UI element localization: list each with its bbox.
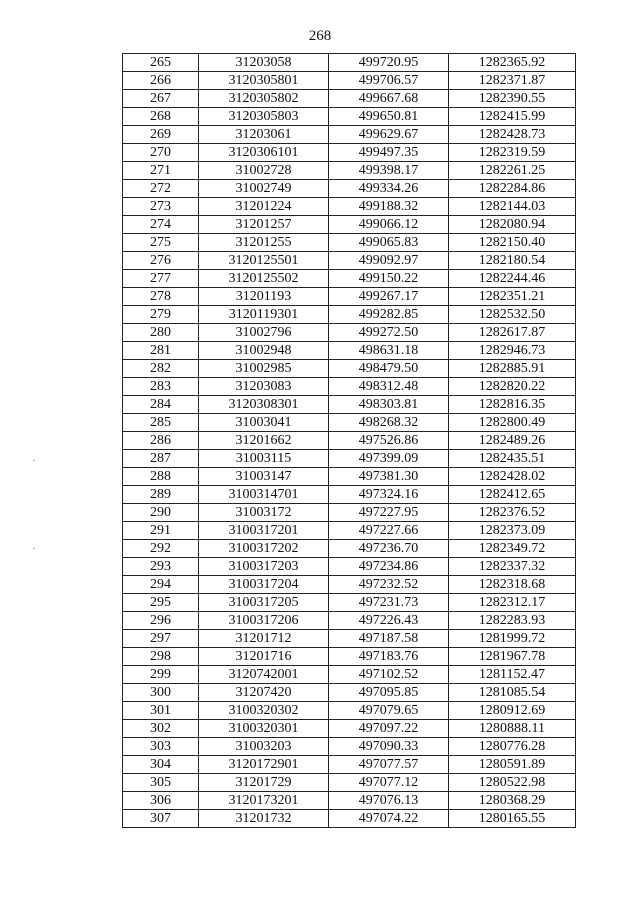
x-coordinate-cell: 497102.52 — [329, 666, 449, 684]
point-code-cell: 3100320301 — [199, 720, 329, 738]
x-coordinate-cell: 499334.26 — [329, 180, 449, 198]
point-code-cell: 31003041 — [199, 414, 329, 432]
x-coordinate-cell: 499706.57 — [329, 72, 449, 90]
point-number-cell: 306 — [123, 792, 199, 810]
y-coordinate-cell: 1282319.59 — [449, 144, 576, 162]
point-code-cell: 31003115 — [199, 450, 329, 468]
point-code-cell: 31201193 — [199, 288, 329, 306]
table-row — [123, 414, 576, 432]
table-row — [123, 450, 576, 468]
point-code-cell: 3100314701 — [199, 486, 329, 504]
x-coordinate-cell: 499497.35 — [329, 144, 449, 162]
y-coordinate-cell: 1282415.99 — [449, 108, 576, 126]
table-row — [123, 324, 576, 342]
table-row — [123, 378, 576, 396]
y-coordinate-cell: 1282820.22 — [449, 378, 576, 396]
point-number-cell: 270 — [123, 144, 199, 162]
point-number-cell: 277 — [123, 270, 199, 288]
x-coordinate-cell: 497074.22 — [329, 810, 449, 828]
point-number-cell: 290 — [123, 504, 199, 522]
table-row — [123, 216, 576, 234]
point-number-cell: 297 — [123, 630, 199, 648]
y-coordinate-cell: 1282489.26 — [449, 432, 576, 450]
y-coordinate-cell: 1282412.65 — [449, 486, 576, 504]
table-row — [123, 630, 576, 648]
point-number-cell: 272 — [123, 180, 199, 198]
x-coordinate-cell: 498631.18 — [329, 342, 449, 360]
x-coordinate-cell: 497097.22 — [329, 720, 449, 738]
y-coordinate-cell: 1280776.28 — [449, 738, 576, 756]
y-coordinate-cell: 1282373.09 — [449, 522, 576, 540]
table-row — [123, 234, 576, 252]
page-number: 268 — [308, 28, 332, 44]
table-row — [123, 252, 576, 270]
x-coordinate-cell: 499720.95 — [329, 54, 449, 72]
x-coordinate-cell: 497324.16 — [329, 486, 449, 504]
x-coordinate-cell: 497399.09 — [329, 450, 449, 468]
point-number-cell: 282 — [123, 360, 199, 378]
point-code-cell: 31203083 — [199, 378, 329, 396]
point-number-cell: 275 — [123, 234, 199, 252]
point-code-cell: 3120119301 — [199, 306, 329, 324]
point-code-cell: 31002985 — [199, 360, 329, 378]
table-row — [123, 468, 576, 486]
y-coordinate-cell: 1282885.91 — [449, 360, 576, 378]
table-row — [123, 162, 576, 180]
y-coordinate-cell: 1282946.73 — [449, 342, 576, 360]
point-number-cell: 276 — [123, 252, 199, 270]
x-coordinate-cell: 498268.32 — [329, 414, 449, 432]
table-row — [123, 738, 576, 756]
y-coordinate-cell: 1282428.73 — [449, 126, 576, 144]
table-row — [123, 810, 576, 828]
y-coordinate-cell: 1282532.50 — [449, 306, 576, 324]
point-code-cell: 3100317203 — [199, 558, 329, 576]
x-coordinate-cell: 497226.43 — [329, 612, 449, 630]
x-coordinate-cell: 498312.48 — [329, 378, 449, 396]
table-row — [123, 504, 576, 522]
y-coordinate-cell: 1282284.86 — [449, 180, 576, 198]
table-row — [123, 396, 576, 414]
table-row — [123, 558, 576, 576]
point-number-cell: 307 — [123, 810, 199, 828]
point-number-cell: 302 — [123, 720, 199, 738]
point-code-cell: 3120306101 — [199, 144, 329, 162]
point-code-cell: 31003203 — [199, 738, 329, 756]
x-coordinate-cell: 497095.85 — [329, 684, 449, 702]
point-code-cell: 3100317205 — [199, 594, 329, 612]
point-code-cell: 31003147 — [199, 468, 329, 486]
point-number-cell: 279 — [123, 306, 199, 324]
y-coordinate-cell: 1280912.69 — [449, 702, 576, 720]
x-coordinate-cell: 499267.17 — [329, 288, 449, 306]
x-coordinate-cell: 497187.58 — [329, 630, 449, 648]
point-number-cell: 267 — [123, 90, 199, 108]
point-number-cell: 301 — [123, 702, 199, 720]
point-code-cell: 31201257 — [199, 216, 329, 234]
table-row — [123, 612, 576, 630]
table-row — [123, 702, 576, 720]
point-number-cell: 280 — [123, 324, 199, 342]
table-row — [123, 306, 576, 324]
x-coordinate-cell: 499150.22 — [329, 270, 449, 288]
point-number-cell: 284 — [123, 396, 199, 414]
y-coordinate-cell: 1280165.55 — [449, 810, 576, 828]
x-coordinate-cell: 497231.73 — [329, 594, 449, 612]
point-code-cell: 3120305801 — [199, 72, 329, 90]
point-code-cell: 31201662 — [199, 432, 329, 450]
point-number-cell: 281 — [123, 342, 199, 360]
x-coordinate-cell: 499272.50 — [329, 324, 449, 342]
y-coordinate-cell: 1282337.32 — [449, 558, 576, 576]
x-coordinate-cell: 497090.33 — [329, 738, 449, 756]
point-code-cell: 31003172 — [199, 504, 329, 522]
margin-mark: . — [33, 541, 36, 552]
point-number-cell: 268 — [123, 108, 199, 126]
point-number-cell: 305 — [123, 774, 199, 792]
point-code-cell: 3100317204 — [199, 576, 329, 594]
point-code-cell: 3120172901 — [199, 756, 329, 774]
table-row — [123, 720, 576, 738]
point-number-cell: 303 — [123, 738, 199, 756]
point-number-cell: 292 — [123, 540, 199, 558]
table-row — [123, 90, 576, 108]
table-row — [123, 792, 576, 810]
point-code-cell: 3120305802 — [199, 90, 329, 108]
point-code-cell: 31201224 — [199, 198, 329, 216]
table-row — [123, 54, 576, 72]
x-coordinate-cell: 498479.50 — [329, 360, 449, 378]
y-coordinate-cell: 1282180.54 — [449, 252, 576, 270]
y-coordinate-cell: 1282351.21 — [449, 288, 576, 306]
y-coordinate-cell: 1282261.25 — [449, 162, 576, 180]
table-row — [123, 522, 576, 540]
x-coordinate-cell: 497077.57 — [329, 756, 449, 774]
point-number-cell: 271 — [123, 162, 199, 180]
y-coordinate-cell: 1280368.29 — [449, 792, 576, 810]
point-code-cell: 3120742001 — [199, 666, 329, 684]
point-code-cell: 3100317206 — [199, 612, 329, 630]
x-coordinate-cell: 499092.97 — [329, 252, 449, 270]
table-row — [123, 144, 576, 162]
table-row — [123, 756, 576, 774]
y-coordinate-cell: 1280522.98 — [449, 774, 576, 792]
point-code-cell: 31203061 — [199, 126, 329, 144]
y-coordinate-cell: 1281152.47 — [449, 666, 576, 684]
y-coordinate-cell: 1281085.54 — [449, 684, 576, 702]
y-coordinate-cell: 1282080.94 — [449, 216, 576, 234]
point-code-cell: 31201716 — [199, 648, 329, 666]
table-row — [123, 774, 576, 792]
point-number-cell: 299 — [123, 666, 199, 684]
point-number-cell: 265 — [123, 54, 199, 72]
table-row — [123, 432, 576, 450]
point-number-cell: 287 — [123, 450, 199, 468]
table-row — [123, 342, 576, 360]
table-row — [123, 666, 576, 684]
x-coordinate-cell: 497381.30 — [329, 468, 449, 486]
x-coordinate-cell: 497236.70 — [329, 540, 449, 558]
point-code-cell: 3100320302 — [199, 702, 329, 720]
y-coordinate-cell: 1282150.40 — [449, 234, 576, 252]
x-coordinate-cell: 497079.65 — [329, 702, 449, 720]
y-coordinate-cell: 1282428.02 — [449, 468, 576, 486]
point-code-cell: 31201729 — [199, 774, 329, 792]
x-coordinate-cell: 498303.81 — [329, 396, 449, 414]
point-code-cell: 31201255 — [199, 234, 329, 252]
point-code-cell: 31002749 — [199, 180, 329, 198]
x-coordinate-cell: 497183.76 — [329, 648, 449, 666]
point-code-cell: 31201712 — [199, 630, 329, 648]
y-coordinate-cell: 1280888.11 — [449, 720, 576, 738]
margin-mark: . — [33, 453, 36, 464]
y-coordinate-cell: 1282800.49 — [449, 414, 576, 432]
x-coordinate-cell: 497227.66 — [329, 522, 449, 540]
y-coordinate-cell: 1281999.72 — [449, 630, 576, 648]
x-coordinate-cell: 499066.12 — [329, 216, 449, 234]
point-code-cell: 31201732 — [199, 810, 329, 828]
y-coordinate-cell: 1282283.93 — [449, 612, 576, 630]
point-number-cell: 300 — [123, 684, 199, 702]
point-code-cell: 3120125501 — [199, 252, 329, 270]
x-coordinate-cell: 497234.86 — [329, 558, 449, 576]
point-number-cell: 304 — [123, 756, 199, 774]
point-number-cell: 274 — [123, 216, 199, 234]
table-row — [123, 540, 576, 558]
y-coordinate-cell: 1282816.35 — [449, 396, 576, 414]
point-number-cell: 288 — [123, 468, 199, 486]
point-number-cell: 283 — [123, 378, 199, 396]
x-coordinate-cell: 497076.13 — [329, 792, 449, 810]
point-code-cell: 31002728 — [199, 162, 329, 180]
table-row — [123, 270, 576, 288]
coordinates-table — [122, 53, 576, 828]
table-row — [123, 594, 576, 612]
x-coordinate-cell: 499282.85 — [329, 306, 449, 324]
table-row — [123, 198, 576, 216]
y-coordinate-cell: 1282390.55 — [449, 90, 576, 108]
x-coordinate-cell: 497232.52 — [329, 576, 449, 594]
table-row — [123, 180, 576, 198]
point-code-cell: 31207420 — [199, 684, 329, 702]
y-coordinate-cell: 1282617.87 — [449, 324, 576, 342]
point-code-cell: 3100317201 — [199, 522, 329, 540]
point-code-cell: 3120125502 — [199, 270, 329, 288]
x-coordinate-cell: 499650.81 — [329, 108, 449, 126]
x-coordinate-cell: 497077.12 — [329, 774, 449, 792]
x-coordinate-cell: 499629.67 — [329, 126, 449, 144]
point-number-cell: 293 — [123, 558, 199, 576]
x-coordinate-cell: 497526.86 — [329, 432, 449, 450]
y-coordinate-cell: 1282365.92 — [449, 54, 576, 72]
x-coordinate-cell: 497227.95 — [329, 504, 449, 522]
point-code-cell: 3120173201 — [199, 792, 329, 810]
point-number-cell: 295 — [123, 594, 199, 612]
table-row — [123, 288, 576, 306]
y-coordinate-cell: 1282349.72 — [449, 540, 576, 558]
x-coordinate-cell: 499065.83 — [329, 234, 449, 252]
y-coordinate-cell: 1282435.51 — [449, 450, 576, 468]
y-coordinate-cell: 1282371.87 — [449, 72, 576, 90]
point-number-cell: 266 — [123, 72, 199, 90]
table-row — [123, 486, 576, 504]
point-code-cell: 31002796 — [199, 324, 329, 342]
table-row — [123, 108, 576, 126]
point-number-cell: 294 — [123, 576, 199, 594]
table-body — [123, 54, 576, 828]
table-row — [123, 684, 576, 702]
point-number-cell: 286 — [123, 432, 199, 450]
point-number-cell: 278 — [123, 288, 199, 306]
table-row — [123, 576, 576, 594]
point-number-cell: 269 — [123, 126, 199, 144]
y-coordinate-cell: 1280591.89 — [449, 756, 576, 774]
table-row — [123, 126, 576, 144]
table-row — [123, 648, 576, 666]
x-coordinate-cell: 499398.17 — [329, 162, 449, 180]
y-coordinate-cell: 1281967.78 — [449, 648, 576, 666]
y-coordinate-cell: 1282312.17 — [449, 594, 576, 612]
point-number-cell: 298 — [123, 648, 199, 666]
point-number-cell: 296 — [123, 612, 199, 630]
point-code-cell: 3120308301 — [199, 396, 329, 414]
x-coordinate-cell: 499667.68 — [329, 90, 449, 108]
point-code-cell: 31203058 — [199, 54, 329, 72]
point-number-cell: 273 — [123, 198, 199, 216]
y-coordinate-cell: 1282144.03 — [449, 198, 576, 216]
x-coordinate-cell: 499188.32 — [329, 198, 449, 216]
point-number-cell: 289 — [123, 486, 199, 504]
point-code-cell: 3120305803 — [199, 108, 329, 126]
point-number-cell: 285 — [123, 414, 199, 432]
point-code-cell: 3100317202 — [199, 540, 329, 558]
y-coordinate-cell: 1282376.52 — [449, 504, 576, 522]
table-row — [123, 360, 576, 378]
point-code-cell: 31002948 — [199, 342, 329, 360]
y-coordinate-cell: 1282318.68 — [449, 576, 576, 594]
table-row — [123, 72, 576, 90]
y-coordinate-cell: 1282244.46 — [449, 270, 576, 288]
point-number-cell: 291 — [123, 522, 199, 540]
